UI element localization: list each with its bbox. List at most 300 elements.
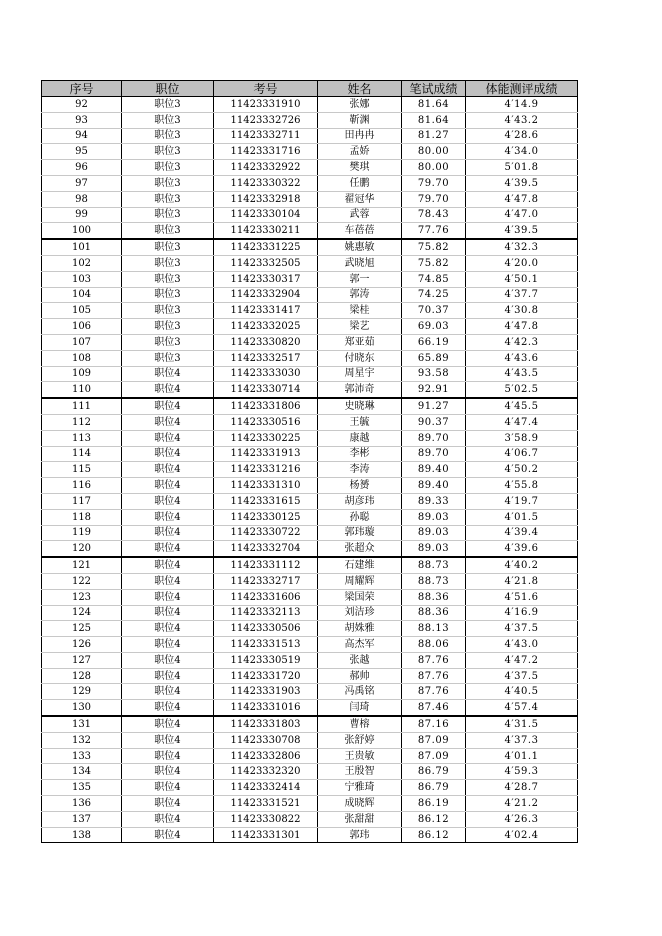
cell-position: 职位4 xyxy=(122,716,214,732)
cell-written-score: 79.70 xyxy=(402,191,466,207)
cell-fitness-score: 4′02.4 xyxy=(466,827,578,843)
cell-serial: 113 xyxy=(42,430,122,446)
cell-name: 康越 xyxy=(318,430,402,446)
table-row xyxy=(42,128,578,144)
cell-exam-number: 11423332918 xyxy=(214,191,318,207)
cell-written-score: 92.91 xyxy=(402,382,466,398)
header-fitness-score: 体能测评成绩 xyxy=(466,81,578,97)
cell-exam-number: 11423332320 xyxy=(214,764,318,780)
cell-position: 职位4 xyxy=(122,478,214,494)
cell-written-score: 90.37 xyxy=(402,414,466,430)
cell-fitness-score: 4′01.1 xyxy=(466,748,578,764)
cell-serial: 93 xyxy=(42,112,122,128)
cell-serial: 111 xyxy=(42,398,122,414)
cell-exam-number: 11423332505 xyxy=(214,255,318,271)
cell-exam-number: 11423330317 xyxy=(214,271,318,287)
cell-written-score: 78.43 xyxy=(402,207,466,223)
cell-fitness-score: 4′43.5 xyxy=(466,366,578,382)
cell-name: 武晓旭 xyxy=(318,255,402,271)
table-row xyxy=(42,430,578,446)
cell-written-score: 88.73 xyxy=(402,573,466,589)
table-row xyxy=(42,509,578,525)
cell-written-score: 87.09 xyxy=(402,748,466,764)
cell-written-score: 88.06 xyxy=(402,637,466,653)
cell-fitness-score: 4′43.6 xyxy=(466,350,578,366)
cell-position: 职位4 xyxy=(122,509,214,525)
score-sheet xyxy=(41,80,577,843)
cell-serial: 120 xyxy=(42,541,122,557)
table-row xyxy=(42,175,578,191)
cell-written-score: 81.64 xyxy=(402,112,466,128)
table-row xyxy=(42,414,578,430)
cell-position: 职位3 xyxy=(122,160,214,176)
cell-name: 姚惠敏 xyxy=(318,239,402,255)
cell-fitness-score: 4′20.0 xyxy=(466,255,578,271)
cell-written-score: 86.19 xyxy=(402,796,466,812)
cell-name: 王殷智 xyxy=(318,764,402,780)
cell-exam-number: 11423331606 xyxy=(214,589,318,605)
cell-serial: 116 xyxy=(42,478,122,494)
cell-serial: 119 xyxy=(42,525,122,541)
table-row xyxy=(42,732,578,748)
cell-serial: 132 xyxy=(42,732,122,748)
cell-serial: 115 xyxy=(42,462,122,478)
cell-exam-number: 11423330820 xyxy=(214,334,318,350)
table-row xyxy=(42,398,578,414)
cell-serial: 135 xyxy=(42,780,122,796)
cell-serial: 118 xyxy=(42,509,122,525)
cell-serial: 94 xyxy=(42,128,122,144)
cell-position: 职位4 xyxy=(122,700,214,716)
cell-name: 周星宇 xyxy=(318,366,402,382)
cell-name: 李涛 xyxy=(318,462,402,478)
cell-exam-number: 11423330822 xyxy=(214,811,318,827)
cell-fitness-score: 4′47.4 xyxy=(466,414,578,430)
cell-name: 车蓓蓓 xyxy=(318,223,402,239)
cell-fitness-score: 4′57.4 xyxy=(466,700,578,716)
cell-position: 职位3 xyxy=(122,350,214,366)
cell-name: 樊琪 xyxy=(318,160,402,176)
header-written-score: 笔试成绩 xyxy=(402,81,466,97)
table-row xyxy=(42,637,578,653)
cell-name: 任鹏 xyxy=(318,175,402,191)
cell-serial: 125 xyxy=(42,621,122,637)
table-row xyxy=(42,764,578,780)
cell-serial: 133 xyxy=(42,748,122,764)
cell-written-score: 74.25 xyxy=(402,287,466,303)
table-row xyxy=(42,144,578,160)
cell-fitness-score: 5′01.8 xyxy=(466,160,578,176)
cell-position: 职位4 xyxy=(122,462,214,478)
cell-written-score: 89.33 xyxy=(402,493,466,509)
cell-written-score: 91.27 xyxy=(402,398,466,414)
cell-name: 孟娇 xyxy=(318,144,402,160)
cell-position: 职位4 xyxy=(122,780,214,796)
cell-position: 职位4 xyxy=(122,398,214,414)
cell-written-score: 87.76 xyxy=(402,668,466,684)
cell-position: 职位4 xyxy=(122,796,214,812)
table-row xyxy=(42,652,578,668)
cell-position: 职位3 xyxy=(122,175,214,191)
table-row xyxy=(42,668,578,684)
cell-name: 郭涛 xyxy=(318,287,402,303)
table-row xyxy=(42,319,578,335)
cell-exam-number: 11423331016 xyxy=(214,700,318,716)
table-row xyxy=(42,716,578,732)
cell-serial: 112 xyxy=(42,414,122,430)
cell-written-score: 80.00 xyxy=(402,144,466,160)
table-row xyxy=(42,780,578,796)
cell-written-score: 66.19 xyxy=(402,334,466,350)
cell-exam-number: 11423330225 xyxy=(214,430,318,446)
table-row xyxy=(42,350,578,366)
cell-fitness-score: 4′16.9 xyxy=(466,605,578,621)
cell-name: 宁雅琦 xyxy=(318,780,402,796)
cell-written-score: 89.03 xyxy=(402,525,466,541)
cell-exam-number: 11423332726 xyxy=(214,112,318,128)
cell-fitness-score: 4′51.6 xyxy=(466,589,578,605)
cell-exam-number: 11423331417 xyxy=(214,303,318,319)
cell-fitness-score: 4′45.5 xyxy=(466,398,578,414)
cell-serial: 137 xyxy=(42,811,122,827)
cell-exam-number: 11423330125 xyxy=(214,509,318,525)
cell-serial: 107 xyxy=(42,334,122,350)
cell-position: 职位4 xyxy=(122,525,214,541)
cell-written-score: 81.27 xyxy=(402,128,466,144)
cell-exam-number: 11423331910 xyxy=(214,97,318,113)
cell-name: 石建维 xyxy=(318,557,402,573)
cell-fitness-score: 4′42.3 xyxy=(466,334,578,350)
cell-exam-number: 11423332806 xyxy=(214,748,318,764)
cell-exam-number: 11423331806 xyxy=(214,398,318,414)
cell-name: 李彬 xyxy=(318,446,402,462)
table-row xyxy=(42,525,578,541)
cell-exam-number: 11423331216 xyxy=(214,462,318,478)
cell-position: 职位4 xyxy=(122,621,214,637)
table-row xyxy=(42,700,578,716)
cell-serial: 117 xyxy=(42,493,122,509)
cell-position: 职位4 xyxy=(122,637,214,653)
cell-serial: 136 xyxy=(42,796,122,812)
table-row xyxy=(42,191,578,207)
cell-name: 曹榕 xyxy=(318,716,402,732)
cell-serial: 105 xyxy=(42,303,122,319)
cell-written-score: 70.37 xyxy=(402,303,466,319)
cell-serial: 138 xyxy=(42,827,122,843)
cell-written-score: 89.03 xyxy=(402,541,466,557)
cell-written-score: 88.36 xyxy=(402,605,466,621)
cell-exam-number: 11423331301 xyxy=(214,827,318,843)
cell-fitness-score: 3′58.9 xyxy=(466,430,578,446)
cell-name: 梁艺 xyxy=(318,319,402,335)
cell-written-score: 75.82 xyxy=(402,255,466,271)
cell-position: 职位3 xyxy=(122,128,214,144)
cell-fitness-score: 4′01.5 xyxy=(466,509,578,525)
cell-name: 田冉冉 xyxy=(318,128,402,144)
cell-written-score: 87.09 xyxy=(402,732,466,748)
cell-name: 翟冠华 xyxy=(318,191,402,207)
table-row xyxy=(42,811,578,827)
cell-name: 闫琦 xyxy=(318,700,402,716)
cell-position: 职位4 xyxy=(122,541,214,557)
cell-name: 靳渊 xyxy=(318,112,402,128)
cell-position: 职位4 xyxy=(122,557,214,573)
cell-serial: 126 xyxy=(42,637,122,653)
cell-position: 职位4 xyxy=(122,827,214,843)
cell-serial: 130 xyxy=(42,700,122,716)
cell-name: 张舒婷 xyxy=(318,732,402,748)
table-row xyxy=(42,334,578,350)
cell-exam-number: 11423331521 xyxy=(214,796,318,812)
cell-name: 梁桂 xyxy=(318,303,402,319)
table-row xyxy=(42,478,578,494)
cell-written-score: 89.40 xyxy=(402,478,466,494)
cell-written-score: 75.82 xyxy=(402,239,466,255)
cell-name: 孙聪 xyxy=(318,509,402,525)
cell-name: 王毓 xyxy=(318,414,402,430)
cell-position: 职位3 xyxy=(122,207,214,223)
cell-serial: 121 xyxy=(42,557,122,573)
cell-serial: 108 xyxy=(42,350,122,366)
cell-exam-number: 11423330519 xyxy=(214,652,318,668)
table-row xyxy=(42,621,578,637)
cell-fitness-score: 4′37.7 xyxy=(466,287,578,303)
cell-written-score: 86.79 xyxy=(402,764,466,780)
cell-name: 胡姝雅 xyxy=(318,621,402,637)
table-row xyxy=(42,589,578,605)
cell-fitness-score: 4′06.7 xyxy=(466,446,578,462)
table-row xyxy=(42,462,578,478)
cell-name: 郭玮璇 xyxy=(318,525,402,541)
cell-serial: 134 xyxy=(42,764,122,780)
cell-position: 职位3 xyxy=(122,303,214,319)
cell-name: 周耀辉 xyxy=(318,573,402,589)
header-serial: 序号 xyxy=(42,81,122,97)
cell-written-score: 89.70 xyxy=(402,446,466,462)
cell-written-score: 65.89 xyxy=(402,350,466,366)
cell-exam-number: 11423332711 xyxy=(214,128,318,144)
cell-fitness-score: 4′19.7 xyxy=(466,493,578,509)
cell-written-score: 87.76 xyxy=(402,652,466,668)
table-row xyxy=(42,112,578,128)
cell-fitness-score: 4′40.2 xyxy=(466,557,578,573)
cell-position: 职位3 xyxy=(122,319,214,335)
cell-name: 高杰军 xyxy=(318,637,402,653)
table-row xyxy=(42,97,578,113)
cell-name: 张超众 xyxy=(318,541,402,557)
cell-written-score: 89.70 xyxy=(402,430,466,446)
table-row xyxy=(42,160,578,176)
cell-fitness-score: 4′37.5 xyxy=(466,668,578,684)
cell-written-score: 86.79 xyxy=(402,780,466,796)
cell-fitness-score: 4′28.6 xyxy=(466,128,578,144)
cell-serial: 129 xyxy=(42,684,122,700)
cell-serial: 101 xyxy=(42,239,122,255)
cell-serial: 104 xyxy=(42,287,122,303)
cell-fitness-score: 4′39.5 xyxy=(466,175,578,191)
cell-exam-number: 11423330211 xyxy=(214,223,318,239)
table-row xyxy=(42,493,578,509)
cell-position: 职位3 xyxy=(122,144,214,160)
cell-exam-number: 11423331615 xyxy=(214,493,318,509)
cell-position: 职位3 xyxy=(122,334,214,350)
cell-exam-number: 11423331903 xyxy=(214,684,318,700)
cell-written-score: 89.03 xyxy=(402,509,466,525)
cell-written-score: 93.58 xyxy=(402,366,466,382)
cell-serial: 128 xyxy=(42,668,122,684)
cell-exam-number: 11423330714 xyxy=(214,382,318,398)
cell-serial: 98 xyxy=(42,191,122,207)
cell-position: 职位3 xyxy=(122,112,214,128)
cell-serial: 100 xyxy=(42,223,122,239)
cell-written-score: 89.40 xyxy=(402,462,466,478)
cell-written-score: 88.36 xyxy=(402,589,466,605)
header-position: 职位 xyxy=(122,81,214,97)
table-row xyxy=(42,446,578,462)
table-row xyxy=(42,605,578,621)
table-row xyxy=(42,796,578,812)
cell-exam-number: 11423333030 xyxy=(214,366,318,382)
cell-name: 郭沛奇 xyxy=(318,382,402,398)
cell-serial: 110 xyxy=(42,382,122,398)
cell-written-score: 87.46 xyxy=(402,700,466,716)
table-row xyxy=(42,541,578,557)
table-row xyxy=(42,207,578,223)
cell-position: 职位3 xyxy=(122,97,214,113)
cell-fitness-score: 4′50.1 xyxy=(466,271,578,287)
cell-fitness-score: 4′34.0 xyxy=(466,144,578,160)
cell-fitness-score: 4′47.2 xyxy=(466,652,578,668)
cell-fitness-score: 4′47.8 xyxy=(466,191,578,207)
table-row xyxy=(42,287,578,303)
cell-fitness-score: 4′37.3 xyxy=(466,732,578,748)
cell-fitness-score: 4′21.2 xyxy=(466,796,578,812)
cell-exam-number: 11423331913 xyxy=(214,446,318,462)
cell-position: 职位4 xyxy=(122,732,214,748)
cell-name: 付晓东 xyxy=(318,350,402,366)
cell-position: 职位4 xyxy=(122,573,214,589)
cell-position: 职位4 xyxy=(122,589,214,605)
cell-fitness-score: 4′21.8 xyxy=(466,573,578,589)
cell-exam-number: 11423332517 xyxy=(214,350,318,366)
cell-position: 职位4 xyxy=(122,366,214,382)
cell-written-score: 74.85 xyxy=(402,271,466,287)
cell-fitness-score: 4′55.8 xyxy=(466,478,578,494)
table-row xyxy=(42,271,578,287)
table-row xyxy=(42,748,578,764)
table-row xyxy=(42,557,578,573)
cell-position: 职位3 xyxy=(122,287,214,303)
cell-fitness-score: 4′28.7 xyxy=(466,780,578,796)
cell-serial: 124 xyxy=(42,605,122,621)
cell-exam-number: 11423331112 xyxy=(214,557,318,573)
cell-position: 职位4 xyxy=(122,382,214,398)
cell-name: 郑亚茹 xyxy=(318,334,402,350)
cell-position: 职位4 xyxy=(122,764,214,780)
cell-fitness-score: 4′50.2 xyxy=(466,462,578,478)
cell-serial: 92 xyxy=(42,97,122,113)
cell-written-score: 80.00 xyxy=(402,160,466,176)
cell-name: 武蓉 xyxy=(318,207,402,223)
cell-written-score: 88.13 xyxy=(402,621,466,637)
cell-written-score: 86.12 xyxy=(402,811,466,827)
cell-serial: 97 xyxy=(42,175,122,191)
cell-position: 职位3 xyxy=(122,191,214,207)
cell-name: 杨赟 xyxy=(318,478,402,494)
cell-serial: 122 xyxy=(42,573,122,589)
cell-exam-number: 11423331803 xyxy=(214,716,318,732)
cell-name: 张娜 xyxy=(318,97,402,113)
cell-fitness-score: 5′02.5 xyxy=(466,382,578,398)
cell-fitness-score: 4′39.6 xyxy=(466,541,578,557)
cell-exam-number: 11423330722 xyxy=(214,525,318,541)
cell-name: 王贵敏 xyxy=(318,748,402,764)
cell-position: 职位4 xyxy=(122,684,214,700)
cell-exam-number: 11423331720 xyxy=(214,668,318,684)
cell-name: 梁国荣 xyxy=(318,589,402,605)
table-row xyxy=(42,255,578,271)
cell-written-score: 79.70 xyxy=(402,175,466,191)
table-row xyxy=(42,684,578,700)
cell-fitness-score: 4′47.8 xyxy=(466,319,578,335)
cell-fitness-score: 4′43.0 xyxy=(466,637,578,653)
cell-fitness-score: 4′39.4 xyxy=(466,525,578,541)
cell-serial: 99 xyxy=(42,207,122,223)
cell-written-score: 87.76 xyxy=(402,684,466,700)
cell-exam-number: 11423332025 xyxy=(214,319,318,335)
cell-exam-number: 11423332717 xyxy=(214,573,318,589)
cell-position: 职位3 xyxy=(122,223,214,239)
cell-exam-number: 11423332922 xyxy=(214,160,318,176)
table-row xyxy=(42,223,578,239)
cell-serial: 127 xyxy=(42,652,122,668)
cell-name: 郭玮 xyxy=(318,827,402,843)
cell-written-score: 69.03 xyxy=(402,319,466,335)
cell-name: 史晓琳 xyxy=(318,398,402,414)
cell-position: 职位4 xyxy=(122,668,214,684)
header-exam-number: 考号 xyxy=(214,81,318,97)
cell-exam-number: 11423331716 xyxy=(214,144,318,160)
cell-serial: 114 xyxy=(42,446,122,462)
cell-written-score: 81.64 xyxy=(402,97,466,113)
cell-position: 职位4 xyxy=(122,605,214,621)
cell-exam-number: 11423330516 xyxy=(214,414,318,430)
cell-fitness-score: 4′59.3 xyxy=(466,764,578,780)
cell-name: 成晓辉 xyxy=(318,796,402,812)
cell-position: 职位3 xyxy=(122,239,214,255)
cell-serial: 131 xyxy=(42,716,122,732)
cell-position: 职位3 xyxy=(122,255,214,271)
table-row xyxy=(42,827,578,843)
cell-position: 职位4 xyxy=(122,811,214,827)
cell-exam-number: 11423331513 xyxy=(214,637,318,653)
cell-name: 张越 xyxy=(318,652,402,668)
cell-serial: 109 xyxy=(42,366,122,382)
cell-name: 郭一 xyxy=(318,271,402,287)
cell-written-score: 88.73 xyxy=(402,557,466,573)
table-row xyxy=(42,303,578,319)
cell-exam-number: 11423332904 xyxy=(214,287,318,303)
cell-written-score: 87.16 xyxy=(402,716,466,732)
cell-exam-number: 11423331310 xyxy=(214,478,318,494)
table-row xyxy=(42,382,578,398)
cell-position: 职位3 xyxy=(122,271,214,287)
cell-exam-number: 11423330506 xyxy=(214,621,318,637)
cell-fitness-score: 4′40.5 xyxy=(466,684,578,700)
cell-exam-number: 11423331225 xyxy=(214,239,318,255)
cell-fitness-score: 4′39.5 xyxy=(466,223,578,239)
cell-position: 职位4 xyxy=(122,430,214,446)
